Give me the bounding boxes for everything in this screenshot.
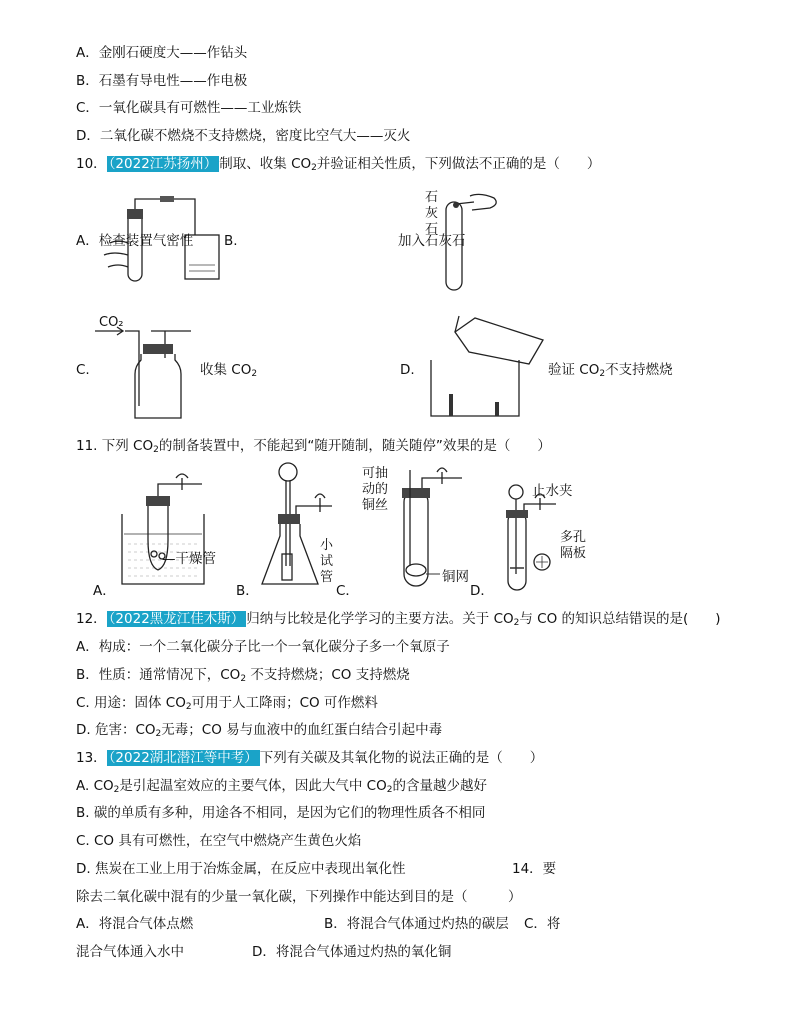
stopper — [127, 209, 143, 219]
test-tube — [404, 490, 428, 586]
q12-b-end: 不支持燃烧；CO 支持燃烧 — [246, 667, 410, 683]
q11-fig-a — [118, 470, 228, 588]
clip-icon — [315, 494, 325, 512]
q14-stem: 除去二氧化碳中混有的少量一氧化碳，下列操作中能达到目的是（ ） — [76, 889, 522, 905]
q14-option-a: A．将混合气体点燃 — [76, 916, 194, 932]
q14-number: 14．要 — [512, 861, 557, 877]
subscript: 2 — [599, 369, 606, 379]
q13-option-d: D. 焦炭在工业上用于冶炼金属，在反应中表现出氧化性 — [76, 861, 406, 877]
q10-fig-d-pour — [425, 312, 555, 422]
co2-label: CO₂ — [99, 315, 124, 330]
candle-short — [449, 394, 453, 416]
beaker — [122, 514, 204, 584]
q13-a-end: 的含量越少越好 — [392, 778, 487, 794]
q12-option-c — [76, 694, 378, 712]
q10-fig-c-collect — [95, 314, 195, 420]
q12-option-a: A．构成：一个二氧化碳分子比一个一氧化碳分子多一个氧原子 — [76, 639, 450, 655]
q13-option-c: C. CO 具有可燃性，在空气中燃烧产生黄色火焰 — [76, 833, 362, 849]
q10-opt-b-label: 加入石灰石 — [398, 233, 466, 249]
q13-stem — [76, 749, 543, 767]
q12-source-tag: （2022黑龙江佳木斯） — [108, 611, 245, 627]
rubber-joint — [160, 196, 174, 202]
water-lines — [189, 265, 215, 271]
q12-text-end: 与 CO 的知识总结错误的是( ) — [519, 611, 721, 627]
q11-ann-plate: 多孔隔板 — [560, 530, 587, 561]
delivery-tube — [135, 199, 195, 235]
q12-b-text: B．性质：通常情况下，CO — [76, 667, 241, 683]
q9-option-b: B．石墨有导电性——作电极 — [76, 73, 248, 89]
funnel-bulb — [509, 485, 523, 499]
q12-c-end: 可用于人工降雨；CO 可作燃料 — [191, 695, 378, 711]
q10-opt-d: D. — [400, 362, 415, 378]
beaker — [431, 360, 519, 416]
subscript: 2 — [155, 729, 162, 739]
subscript: 2 — [251, 369, 258, 379]
q10-opt-a: A．检查装置气密性 — [76, 233, 194, 249]
gas-jar-tilted — [455, 318, 543, 364]
q11-ann-mesh: 铜网 — [442, 569, 469, 585]
q11-text: 11. 下列 CO — [76, 438, 154, 454]
subscript: 2 — [153, 445, 159, 455]
q12-c-text: C. 用途：固体 CO — [76, 695, 186, 711]
dry-tube-label: 干燥管 — [175, 551, 216, 567]
q13-source-tag: （2022湖北潜江等中考） — [108, 750, 258, 766]
q13-a-mid: 是引起温室效应的主要气体，因此大气中 CO — [119, 778, 387, 794]
delivery-tube — [158, 484, 202, 496]
q10-source-tag: （2022江苏扬州） — [108, 156, 218, 172]
q11-text-end: 的制备装置中，不能起到“随开随制，随关随停”效果的是（ ） — [158, 438, 551, 454]
q13-number: 13． — [76, 750, 107, 766]
q11-stem — [76, 437, 551, 455]
q10-opt-c: C. — [76, 362, 90, 378]
funnel-bulb — [279, 463, 297, 481]
subscript: 2 — [513, 618, 520, 628]
stopper — [402, 488, 430, 498]
q9-option-c: C．一氧化碳具有可燃性——工业炼铁 — [76, 100, 302, 116]
q10-stem — [76, 155, 600, 173]
q11-label-a: A． — [93, 583, 116, 599]
q12-text: 归纳与比较是化学学习的主要方法。关于 CO — [246, 611, 514, 627]
test-tube — [508, 512, 526, 590]
q11-fig-b — [260, 462, 350, 590]
subscript: 2 — [113, 785, 120, 795]
q10-number: 10． — [76, 156, 107, 172]
q11-ann-copper-wire: 可抽动的铜丝 — [362, 466, 389, 513]
q13-text: 下列有关碳及其氧化物的说法正确的是（ ） — [259, 750, 544, 766]
q11-label-d: D． — [470, 583, 494, 599]
q12-option-d — [76, 721, 442, 739]
q10-text: 制取、收集 CO — [219, 156, 312, 172]
q11-label-b: B． — [236, 583, 259, 599]
q10-opt-c-label — [200, 361, 257, 379]
clip-icon — [437, 468, 447, 484]
q13-option-b: B. 碳的单质有多种，用途各不相同，是因为它们的物理性质各不相同 — [76, 805, 486, 821]
q14-option-c-start: C．将 — [524, 916, 561, 932]
q12-stem — [76, 610, 721, 628]
delivery-tube — [296, 506, 332, 514]
copper-mesh — [406, 564, 426, 576]
q12-option-b — [76, 666, 410, 684]
gas-bottle — [135, 354, 181, 418]
q10-text-end: 并验证相关性质，下列做法不正确的是（ ） — [316, 156, 601, 172]
stopper — [143, 344, 173, 354]
subscript: 2 — [240, 674, 247, 684]
q13-option-a — [76, 777, 487, 795]
q11-ann-small-tube: 小试管 — [320, 538, 334, 585]
q10-d-label-end: 不支持燃烧 — [605, 362, 673, 378]
subscript: 2 — [185, 702, 192, 712]
q10-c-label-text: 收集 CO — [200, 362, 252, 378]
candle-low — [495, 402, 499, 416]
plate-holes — [536, 556, 548, 568]
limestone-piece — [453, 202, 459, 208]
q10-d-label-text: 验证 CO — [548, 362, 600, 378]
q14-option-b: B．将混合气体通过灼热的碳层 — [324, 916, 509, 932]
stopper — [146, 496, 170, 506]
q14-option-d: D．将混合气体通过灼热的氧化铜 — [252, 944, 452, 960]
subscript: 2 — [311, 163, 317, 173]
q12-d-text: D. 危害：CO — [76, 722, 156, 738]
q10-opt-b: B. — [224, 233, 238, 249]
stopper — [278, 514, 300, 524]
q14-option-c-end: 混合气体通入水中 — [76, 944, 184, 960]
q11-label-c: C． — [336, 583, 359, 599]
q12-d-end: 无毒；CO 易与血液中的血红蛋白结合引起中毒 — [161, 722, 443, 738]
clip-icon — [176, 474, 188, 490]
q10-b-side-label: 石灰石 — [425, 190, 439, 237]
q13-a-text: A. CO — [76, 778, 114, 794]
q11-ann-dry-tube: —干燥管 — [162, 551, 216, 567]
q11-ann-clip: 止水夹 — [532, 483, 573, 499]
q9-option-a: A．金刚石硬度大——作钻头 — [76, 45, 248, 61]
q12-number: 12． — [76, 611, 107, 627]
stopper — [506, 510, 528, 518]
q9-option-d: D．二氧化碳不燃烧不支持燃烧，密度比空气大——灭火 — [76, 128, 411, 144]
subscript: 2 — [386, 785, 393, 795]
q10-opt-d-label — [548, 361, 673, 379]
